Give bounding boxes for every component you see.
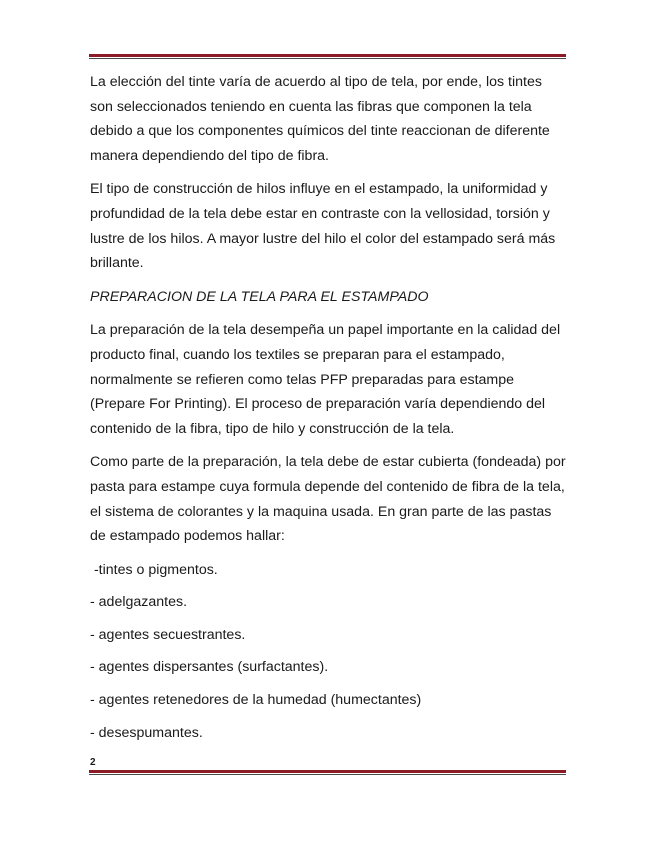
section-heading: PREPARACION DE LA TELA PARA EL ESTAMPADO: [90, 288, 429, 305]
header-rule: [89, 54, 566, 59]
paragraph-pasta: Como parte de la preparación, la tela debe de estar cubierta (fondeada) por pasta para estampe cuya formula depende del contenido de fibra de la tela, el sistema de colorantes y la maquina usada. En gran parte de las pastas de estampado podemos hallar:: [90, 454, 566, 545]
footer-rule-thick: [89, 770, 566, 773]
list-item: - agentes retenedores de la humedad (humectantes): [90, 692, 422, 709]
page-body: [90, 70, 568, 753]
paragraph-preparacion: La preparación de la tela desempeña un papel importante en la calidad del producto final, cuando los textiles se preparan para el estampado, normalmente se refieren como telas PFP preparadas para estampe (Prepare For Printing). El proceso de preparación varía dependiendo del contenido de la fibra, tipo de hilo y construcción de la tela.: [90, 322, 561, 437]
paragraph-tinte: La elección del tinte varía de acuerdo al tipo de tela, por ende, los tintes son seleccionados teniendo en cuenta las fibras que componen la tela debido a que los componentes químicos del tinte reaccionan de diferente manera dependiendo del tipo de fibra.: [90, 74, 550, 164]
paragraph-hilos: El tipo de construcción de hilos influye en el estampado, la uniformidad y profundidad de la tela debe estar en contraste con la vellosidad, torsión y lustre de los hilos. A mayor lustre del hilo el color del estampado será más brillante.: [90, 181, 556, 272]
footer-rule-thin: [89, 774, 566, 775]
footer-rule: [89, 770, 566, 775]
header-rule-thick: [89, 54, 566, 57]
list-item: - desespumantes.: [90, 724, 203, 741]
header-rule-thin: [89, 58, 566, 59]
list-item: - agentes secuestrantes.: [90, 626, 246, 643]
page-number: 2: [90, 757, 96, 768]
list-item: -tintes o pigmentos.: [90, 561, 218, 578]
list-item: - adelgazantes.: [90, 594, 188, 611]
list-item: - agentes dispersantes (surfactantes).: [90, 659, 329, 676]
